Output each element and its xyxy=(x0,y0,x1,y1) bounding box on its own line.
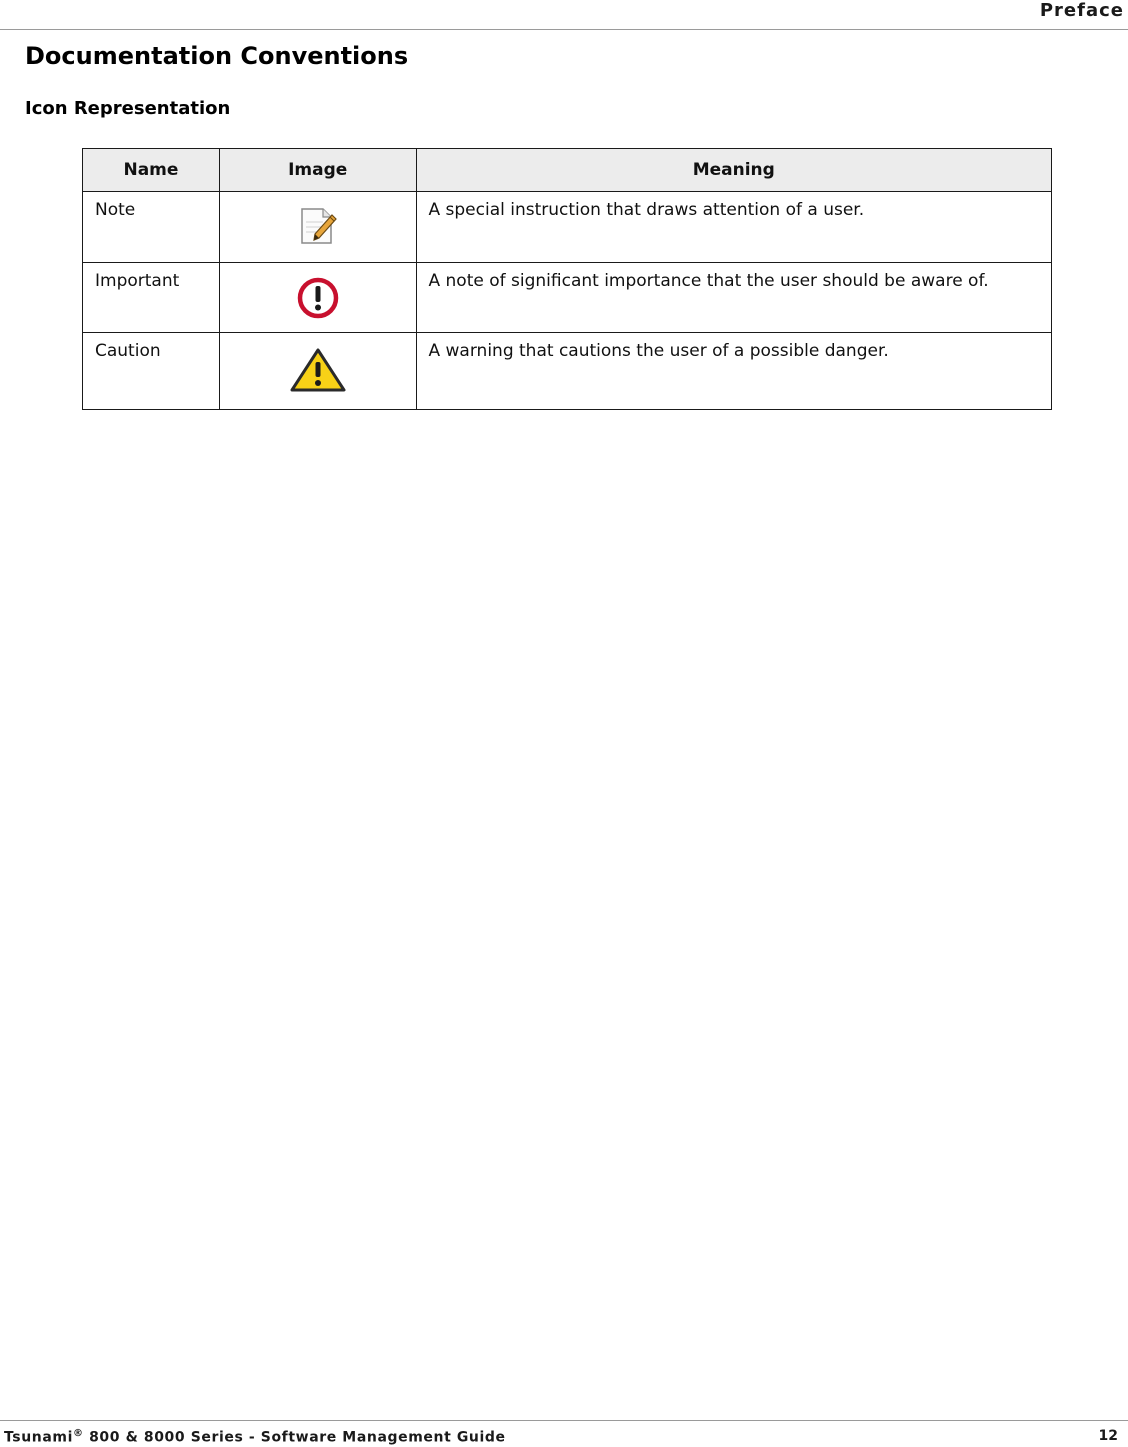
header-divider xyxy=(0,29,1128,30)
caution-warning-icon xyxy=(289,347,347,393)
table-header-row xyxy=(83,149,1052,192)
registered-trademark: ® xyxy=(73,1428,84,1439)
row-meaning-cell: A special instruction that draws attention of a user. xyxy=(416,192,1052,263)
table-row xyxy=(83,333,1052,410)
page-number: 12 xyxy=(1098,1428,1118,1444)
column-header-image: Image xyxy=(219,149,416,192)
row-meaning-cell: A note of significant importance that the user should be aware of. xyxy=(416,263,1052,333)
row-name-cell: Note xyxy=(83,192,220,263)
page-title: Documentation Conventions xyxy=(25,42,409,70)
running-header: Preface xyxy=(1039,0,1124,21)
column-header-meaning: Meaning xyxy=(416,149,1052,192)
row-name-cell: Important xyxy=(83,263,220,333)
important-exclamation-icon xyxy=(297,277,339,319)
row-image-cell xyxy=(219,333,416,410)
row-image-cell xyxy=(219,263,416,333)
footer-divider xyxy=(0,1420,1128,1421)
footer-guide-name: 800 & 8000 Series - Software Management Guide xyxy=(83,1429,506,1446)
row-meaning-cell: A warning that cautions the user of a possible danger. xyxy=(416,333,1052,410)
row-image-cell xyxy=(219,192,416,263)
table-row xyxy=(83,192,1052,263)
section-heading: Icon Representation xyxy=(25,98,231,119)
table-row xyxy=(83,263,1052,333)
icon-representation-table xyxy=(82,148,1052,410)
footer-product-name: Tsunami xyxy=(4,1429,73,1446)
footer-guide-title xyxy=(4,1428,506,1446)
column-header-name: Name xyxy=(83,149,220,192)
row-name-cell: Caution xyxy=(83,333,220,410)
note-pencil-icon xyxy=(297,206,339,246)
